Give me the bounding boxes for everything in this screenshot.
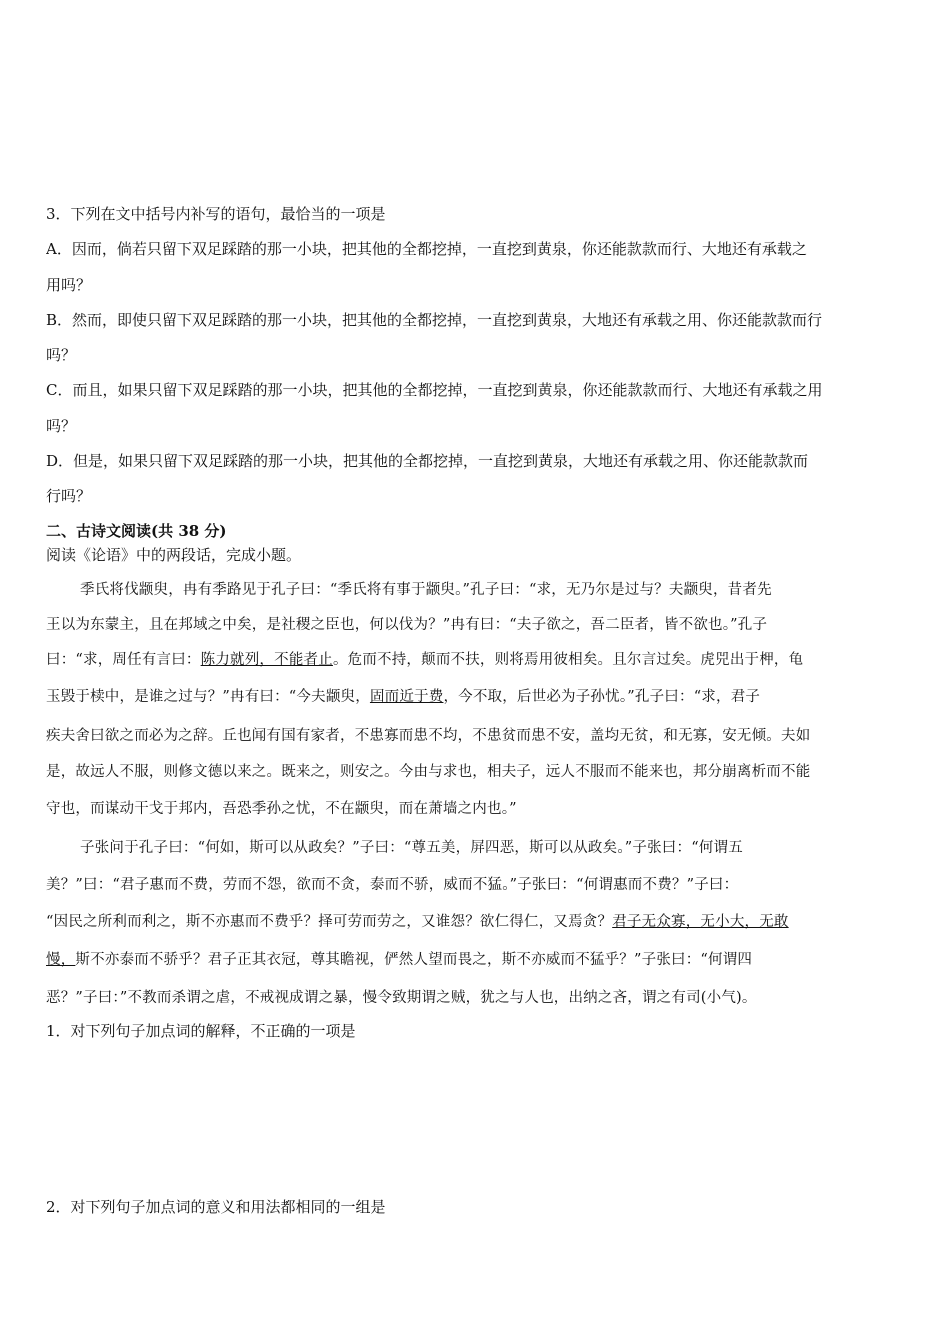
passage1-underlined-phrase-1: 陈力就列，不能者止 [200, 652, 333, 668]
passage2-line2: 美？”曰：“君子惠而不费，劳而不怨，欲而不贪，泰而不骄，威而不猛。”子张曰：“何谓惠而不费？”子曰： [46, 877, 739, 893]
section-intro: 阅读《论语》中的两段话，完成小题。 [46, 546, 302, 564]
q1-stem: 1．对下列句子加点词的解释，不正确的一项是 [46, 1022, 356, 1040]
passage1-underlined-phrase-2: 固而近于费 [369, 689, 444, 705]
passage2-line3 [46, 912, 908, 932]
q2-stem: 2．对下列句子加点词的意义和用法都相同的一组是 [46, 1198, 386, 1216]
section-title: 二、古诗文阅读(共 38 分) [46, 522, 227, 540]
passage1-line6: 是，故远人不服，则修文德以来之。既来之，则安之。今由与求也，相夫子，远人不服而不能来也，邦分崩离析而不能 [46, 764, 811, 780]
passage2-line5: 恶？”子曰：”不教而杀谓之虐，不戒视成谓之暴，慢令致期谓之贼，犹之与人也，出纳之吝，谓之有司(小气)。 [46, 990, 757, 1006]
q3-option-d-line2: 行吗？ [46, 487, 92, 505]
passage2-underlined-phrase-1: 君子无众寡，无小大，无敢 [612, 914, 789, 930]
passage1-line5: 疾夫舍曰欲之而必为之辞。丘也闻有国有家者，不患寡而患不均，不患贫而患不安，盖均无贫，和无寡，安无倾。夫如 [46, 728, 811, 744]
q3-stem: 3．下列在文中括号内补写的语句，最恰当的一项是 [46, 205, 386, 223]
q3-option-c-line2: 吗？ [46, 417, 77, 435]
passage1-line3 [46, 650, 908, 670]
q3-option-b-line2: 吗？ [46, 346, 77, 364]
passage1-line4-a: 玉毁于椟中，是谁之过与？”冉有曰：“今夫颛臾， [46, 689, 370, 705]
passage1-line2: 王以为东蒙主，且在邦域之中矣，是社稷之臣也，何以伐为？”冉有曰：“夫子欲之，吾二臣者，皆不欲也。”孔子 [46, 617, 768, 633]
passage2-line3-a: “因民之所利而利之，斯不亦惠而不费乎？择可劳而劳之，又谁怨？欲仁得仁，又焉贪？ [46, 914, 613, 930]
q3-option-a-line2: 用吗？ [46, 276, 92, 294]
q3-option-b-line1: B．然而，即使只留下双足踩踏的那一小块，把其他的全都挖掉，一直挖到黄泉，大地还有承载之用、你还能款款而行 [46, 311, 823, 329]
passage2-line1: 子张问于孔子曰：“何如，斯可以从政矣？”子曰：“尊五美，屏四恶，斯可以从政矣。”子张曰：“何谓五 [80, 840, 743, 856]
q3-option-a-line1: A．因而，倘若只留下双足踩踏的那一小块，把其他的全都挖掉，一直挖到黄泉，你还能款款而行、大地还有承载之 [46, 240, 807, 258]
q3-option-d-line1: D．但是，如果只留下双足踩踏的那一小块，把其他的全都挖掉，一直挖到黄泉，大地还有承载之用、你还能款款而 [46, 452, 809, 470]
passage1-line1: 季氏将伐颛臾，冉有季路见于孔子曰：“季氏将有事于颛臾。”孔子曰：“求，无乃尔是过与？夫颛臾，昔者先 [80, 582, 772, 598]
passage1-line7: 守也，而谋动干戈于邦内，吾恐季孙之忧，不在颛臾，而在萧墙之内也。” [46, 801, 517, 817]
passage1-line3-b: 。危而不持，颠而不扶，则将焉用彼相矣。且尔言过矣。虎兕出于柙，龟 [332, 652, 804, 668]
passage1-line3-a: 曰：“求，周任有言曰： [46, 652, 201, 668]
passage2-line4 [46, 950, 908, 970]
passage1-line4 [46, 687, 908, 707]
q3-option-c-line1: C．而且，如果只留下双足踩踏的那一小块，把其他的全都挖掉，一直挖到黄泉，你还能款款而行、大地还有承载之用 [46, 381, 823, 399]
passage1-line4-b: ，今不取，后世必为子孙忧。”孔子曰：“求，君子 [443, 689, 761, 705]
passage2-underlined-phrase-2: 慢， [46, 952, 76, 968]
passage2-line4-b: 斯不亦泰而不骄乎？君子正其衣冠，尊其瞻视，俨然人望而畏之，斯不亦威而不猛乎？”子张曰：“何谓四 [75, 952, 753, 968]
